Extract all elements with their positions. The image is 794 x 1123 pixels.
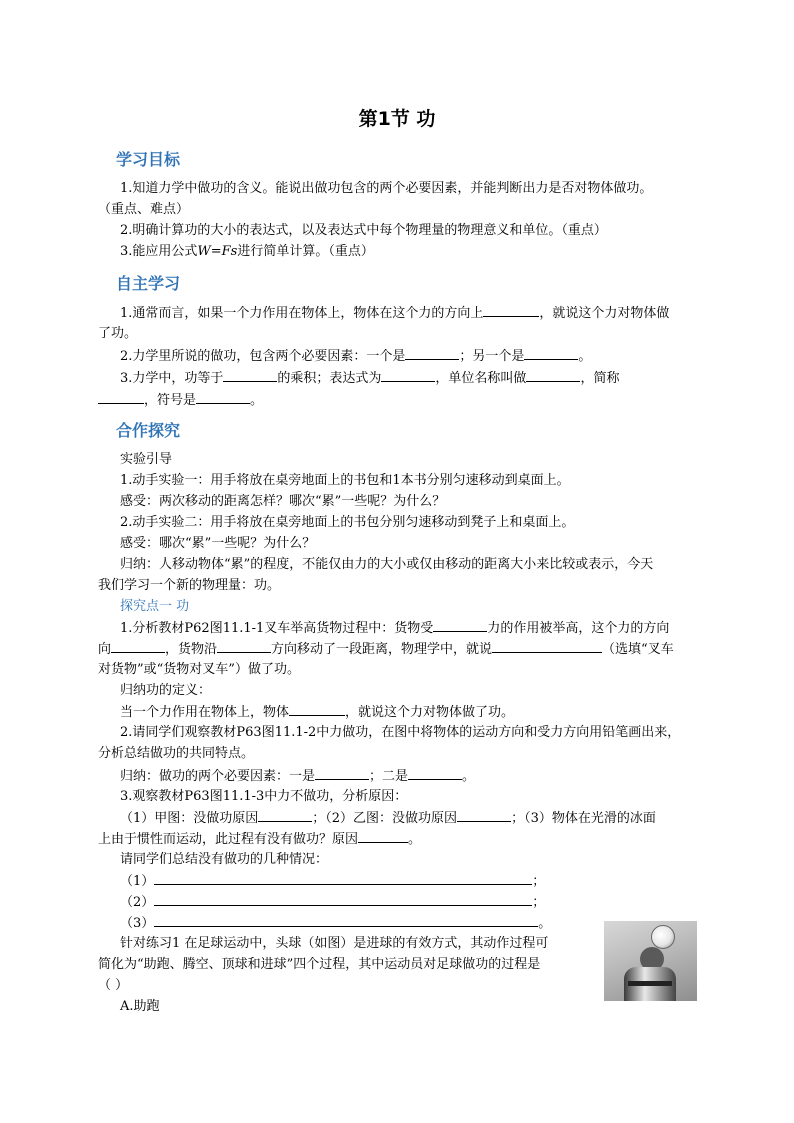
answer-blank[interactable] bbox=[526, 367, 580, 382]
self-q3-text-c: ，单位名称叫做 bbox=[435, 371, 527, 386]
coop-definition bbox=[120, 701, 698, 724]
coop-factors bbox=[120, 765, 698, 788]
summary-item-end: ； bbox=[532, 895, 546, 910]
self-q3-text-b: 的乘积；表达式为 bbox=[277, 371, 382, 386]
answer-blank[interactable] bbox=[405, 345, 459, 360]
goal-1-cont: （重点、难点） bbox=[98, 202, 190, 217]
self-q1 bbox=[120, 302, 698, 325]
answer-blank[interactable] bbox=[457, 807, 511, 822]
coop-q1-text-f: （选填“叉车 bbox=[602, 642, 674, 657]
answer-blank[interactable] bbox=[289, 701, 345, 716]
summary-item-1 bbox=[120, 870, 698, 893]
goal-3-text-b: 进行简单计算。（重点） bbox=[237, 244, 374, 259]
self-q2 bbox=[120, 345, 698, 368]
coop-line: 对货物”或“货物对叉车”）做了功。 bbox=[98, 662, 300, 677]
answer-blank[interactable] bbox=[98, 389, 144, 404]
subsection-heading: 探究点一 功 bbox=[120, 599, 190, 614]
coop-no-work-text-b: ；（2）乙图：没做功原因 bbox=[312, 811, 458, 826]
coop-no-work-text: （1）甲图：没做功原因 bbox=[120, 811, 259, 826]
coop-line: 请同学们总结没有做功的几种情况： bbox=[120, 852, 329, 867]
answer-blank[interactable] bbox=[315, 765, 369, 780]
summary-item-end: ； bbox=[532, 874, 546, 889]
self-q2-text: 2.力学里所说的做功，包含两个必要因素：一个是 bbox=[120, 349, 406, 364]
coop-factors-text-b: ；二是 bbox=[369, 769, 409, 784]
summary-item-2 bbox=[120, 891, 698, 914]
coop-no-work-cont bbox=[98, 828, 698, 851]
answer-blank[interactable] bbox=[111, 638, 165, 653]
answer-blank[interactable] bbox=[258, 807, 312, 822]
answer-blank[interactable] bbox=[433, 617, 487, 632]
self-q3-text-f: 。 bbox=[250, 393, 264, 408]
answer-blank[interactable] bbox=[154, 912, 538, 927]
self-q1-text: 1.通常而言，如果一个力作用在物体上，物体在这个力的方向上 bbox=[120, 306, 484, 321]
coop-line: 分析总结做功的共同特点。 bbox=[98, 746, 255, 761]
summary-item-label: （2） bbox=[120, 895, 155, 910]
answer-blank[interactable] bbox=[483, 302, 539, 317]
coop-no-work-text-d: 上由于惯性而运动，此过程有没有做功？原因 bbox=[98, 832, 359, 847]
coop-q1-cont bbox=[98, 638, 698, 661]
coop-q1-text-b: 力的作用被举高，这个力的方向 bbox=[487, 621, 670, 636]
self-q2-text-c: 。 bbox=[578, 349, 592, 364]
coop-factors-text: 归纳：做功的两个必要因素：一是 bbox=[120, 769, 316, 784]
answer-blank[interactable] bbox=[381, 367, 435, 382]
soccer-ball-icon bbox=[651, 925, 675, 949]
practice-option-a[interactable]: A.助跑 bbox=[120, 999, 160, 1014]
section-heading-goals: 学习目标 bbox=[116, 150, 181, 169]
section-heading-cooperative: 合作探究 bbox=[116, 421, 181, 440]
section-heading-self-study: 自主学习 bbox=[116, 274, 181, 293]
coop-line: 3.观察教材P63图11.1-3中力不做功，分析原因： bbox=[120, 789, 408, 804]
page-title: 第1节 功 bbox=[358, 108, 436, 130]
answer-blank[interactable] bbox=[408, 765, 462, 780]
practice-answer-bracket: （ ） bbox=[98, 978, 129, 993]
coop-line: 2.动手实验二：用手将放在桌旁地面上的书包分别匀速移动到凳子上和桌面上。 bbox=[120, 515, 575, 530]
goal-1: 1.知道力学中做功的含义。能说出做功包含的两个必要因素，并能判断出力是否对物体做功。 bbox=[120, 181, 653, 196]
coop-line: 我们学习一个新的物理量：功。 bbox=[98, 578, 281, 593]
goal-2: 2.明确计算功的大小的表达式，以及表达式中每个物理量的物理意义和单位。（重点） bbox=[120, 223, 607, 238]
coop-line: 感受：哪次“累”一些呢？为什么？ bbox=[120, 536, 316, 551]
goal-3-text: 3.能应用公式 bbox=[120, 244, 198, 259]
coop-definition-text: 当一个力作用在物体上，物体 bbox=[120, 705, 290, 720]
self-q3-cont bbox=[98, 389, 698, 412]
coop-line: 感受：两次移动的距离怎样？哪次“累”一些呢？为什么？ bbox=[120, 494, 446, 509]
coop-q1-text-c: 向 bbox=[98, 642, 112, 657]
self-q3 bbox=[120, 367, 698, 390]
coop-q1-text: 1.分析教材P62图11.1-1叉车举高货物过程中：货物受 bbox=[120, 621, 434, 636]
coop-line: 归纳：人移动物体“累”的程度，不能仅由力的大小或仅由移动的距离大小来比较或表示，今天 bbox=[120, 557, 654, 572]
summary-item-end: 。 bbox=[538, 916, 552, 931]
answer-blank[interactable] bbox=[196, 389, 250, 404]
goal-3 bbox=[120, 241, 698, 263]
summary-item-label: （3） bbox=[120, 916, 155, 931]
jersey-stripe bbox=[628, 981, 672, 986]
self-q3-text-d: ，简称 bbox=[580, 371, 620, 386]
goal-3-formula: W=Fs bbox=[197, 244, 238, 259]
summary-item-label: （1） bbox=[120, 874, 155, 889]
coop-definition-text-b: ，就说这个力对物体做了功。 bbox=[345, 705, 515, 720]
self-q3-text-e: ，符号是 bbox=[144, 393, 197, 408]
coop-line: 归纳功的定义： bbox=[120, 683, 212, 698]
soccer-header-photo bbox=[604, 921, 697, 1001]
practice-question: 针对练习1 在足球运动中，头球（如图）是进球的有效方式，其动作过程可 bbox=[120, 936, 549, 951]
coop-line: 实验引导 bbox=[120, 452, 173, 467]
answer-blank[interactable] bbox=[154, 870, 532, 885]
self-q1-cont: 了功。 bbox=[98, 326, 138, 341]
coop-factors-text-c: 。 bbox=[462, 769, 476, 784]
self-q2-text-b: ；另一个是 bbox=[459, 349, 525, 364]
self-q3-text: 3.力学中，功等于 bbox=[120, 371, 224, 386]
coop-no-work-text-e: 。 bbox=[408, 832, 422, 847]
coop-no-work bbox=[120, 807, 698, 830]
answer-blank[interactable] bbox=[217, 638, 271, 653]
coop-q1-text-d: ，货物沿 bbox=[165, 642, 218, 657]
answer-blank[interactable] bbox=[358, 828, 408, 843]
coop-line: 1.动手实验一：用手将放在桌旁地面上的书包和1本书分别匀速移动到桌面上。 bbox=[120, 473, 570, 488]
answer-blank[interactable] bbox=[154, 891, 532, 906]
self-q1-text-b: ，就说这个力对物体做 bbox=[539, 306, 670, 321]
answer-blank[interactable] bbox=[223, 367, 277, 382]
coop-no-work-text-c: ；（3）物体在光滑的冰面 bbox=[511, 811, 656, 826]
coop-q1-text-e: 方向移动了一段距离，物理学中，就说 bbox=[271, 642, 493, 657]
coop-line: 2.请同学们观察教材P63图11.1-2中力做功，在图中将物体的运动方向和受力方向用铅笔画出来， bbox=[120, 725, 681, 740]
practice-question-cont: 简化为“助跑、腾空、顶球和进球”四个过程，其中运动员对足球做功的过程是 bbox=[98, 957, 541, 972]
answer-blank[interactable] bbox=[492, 638, 602, 653]
answer-blank[interactable] bbox=[524, 345, 578, 360]
coop-q1 bbox=[120, 617, 698, 640]
